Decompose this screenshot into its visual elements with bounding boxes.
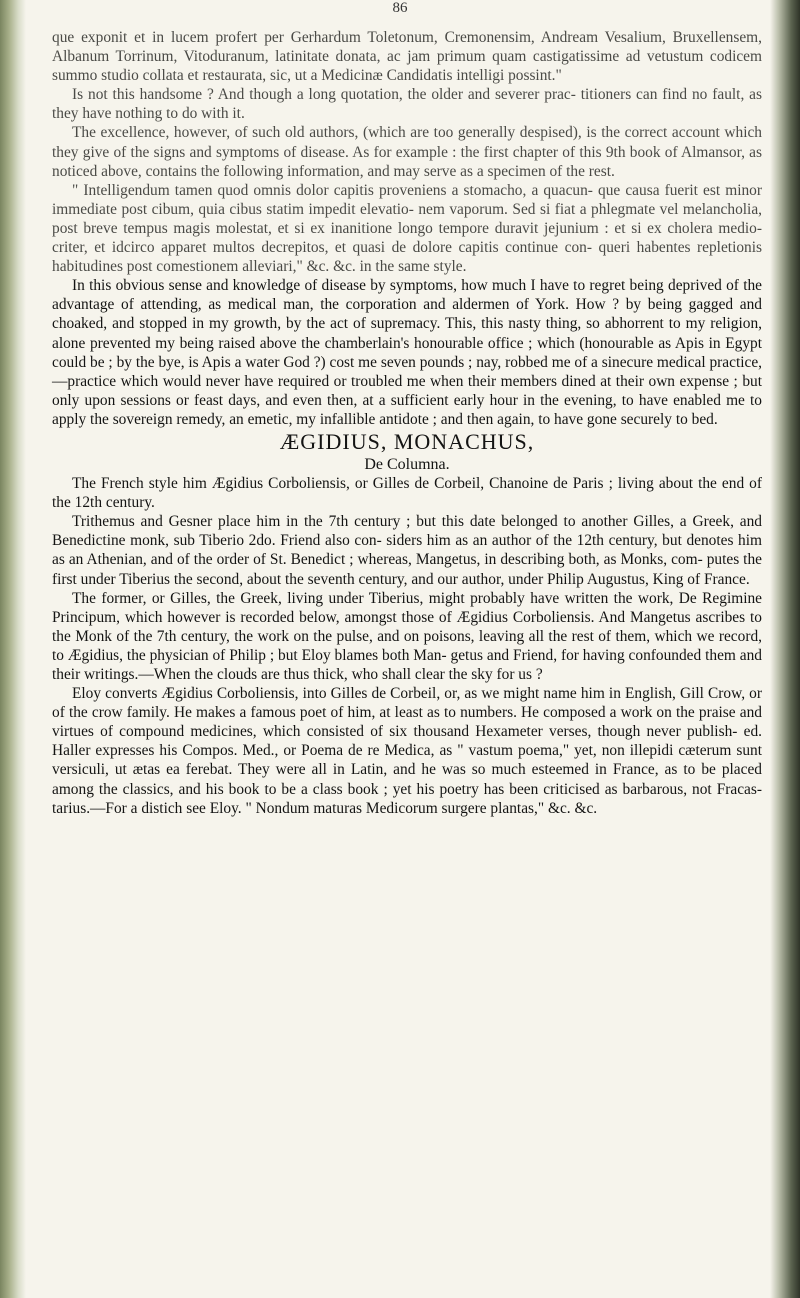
- paragraph-excellence: The excellence, however, of such old authors, (which are too generally despised), is the correct account which they give of the signs and symptoms of disease. As for example : the first chapter of this 9th book of Almansor, as noticed above, contains the following information, and may serve as a specimen of the rest.: [52, 124, 762, 180]
- paragraph-eloy: Eloy converts Ægidius Corboliensis, into Gilles de Corbeil, or, as we might name him in English, Gill Crow, or of the crow family. He makes a famous poet of him, at least as to numbers. He composed a work on the praise and virtues of compound medicines, which consisted of six thousand Hexameter verses, though never publish- ed. Haller expresses his Compos. Med., or Poema de re Medica, as " vastum poema," yet, non illepidi cæterum sunt versiculi, ut ætas ea ferebat. They were all in Latin, and he was so much esteemed in France, as to be placed among the classics, and his book to be a class book ; yet his poetry has been criticised as barbarous, not Fracas- tarius.—For a distich see Eloy. " Nondum maturas Medicorum surgere plantas," &c. &c.: [52, 685, 762, 817]
- section-subheading: De Columna.: [364, 455, 450, 473]
- paragraph-trithemus: Trithemus and Gesner place him in the 7th century ; but this date belonged to another Gilles, a Greek, and Benedictine monk, sub Tiberio 2do. Friend also con- siders him as an author of the 12th century, but denotes him as an Athenian, and of the order of St. Benedict ; whereas, Mangetus, in describing both, as Monks, com- putes the first under Tiberius the second, about the seventh century, and our author, under Philip Augustus, King of France.: [52, 513, 762, 588]
- page-binding-edge-left: [0, 0, 26, 1298]
- paragraph-french-style: The French style him Ægidius Corboliensis, or Gilles de Corbeil, Chanoine de Paris ; living about the end of the 12th century.: [52, 475, 762, 512]
- section-heading: ÆGIDIUS, MONACHUS,: [279, 428, 535, 454]
- page-number: 86: [392, 0, 408, 16]
- paragraph-commentary: Is not this handsome ? And though a long quotation, the older and severer prac- titioners can find no fault, as they have nothing to do with it.: [52, 86, 762, 123]
- page-binding-edge-right: [770, 0, 800, 1298]
- paragraph-york-corporation: In this obvious sense and knowledge of disease by symptoms, how much I have to regret being deprived of the advantage of attending, as medical man, the corporation and aldermen of York. How ? by being gagged and choaked, and stopped in my growth, by the act of supremacy. This, this nasty thing, so abhorrent to my religion, alone prevented my being raised above the chamberlain's honourable office ; which (honourable as Apis in Egypt could be ; by the bye, is Apis a water God ?) cost me seven pounds ; nay, robbed me of a sinecure medical practice,—practice which would never have required or troubled me when their members dined at their own expense ; but only upon sessions or feast days, and even then, at a sufficient early hour in the evening, to have enabled me to apply the sovereign remedy, an emetic, my infallible antidote ; and then again, to have gone securely to bed.: [52, 277, 762, 428]
- paragraph-latin-quotation: " Intelligendum tamen quod omnis dolor capitis proveniens a stomacho, a quacun- que causa fuerit est minor immediate post cibum, quia cibus statim impedit elevatio- nem vaporum. Sed si fiat a phlegmate vel melancholia, post breve tempus magis molestat, et si ex inanitione longo tempore duravit jejunium : et si ex cholera medio- criter, et idcirco apparet multos decrepitos, et quasi de dolore capitis continue con- queri habentes repletionis habitudines post comestionem alleviari," &c. &c. in the same style.: [52, 181, 762, 276]
- page-body: [52, 28, 762, 818]
- paragraph-gilles-greek: The former, or Gilles, the Greek, living under Tiberius, might probably have written the work, De Regimine Principum, which however is recorded below, amongst those of Ægidius Corboliensis. And Mangetus ascribes to the Monk of the 7th century, the work on the pulse, and on poisons, leaving all the rest of them, which we record, to Ægidius, the physician of Philip ; but Eloy blames both Man- getus and Friend, for having confounded them and their writings.—When the clouds are thus thick, who shall clear the sky for us ?: [52, 589, 762, 683]
- paragraph-latin-continuation: que exponit et in lucem profert per Gerhardum Toletonum, Cremonensim, Andream Vesalium, Bruxellensem, Albanum Torrinum, Vitoduranum, latinitate donata, ac jam primum quam castigatissime ad vetustum codicem summo studio collata et restaurata, sic, ut a Medicinæ Candidatis intelligi possint.": [52, 29, 762, 85]
